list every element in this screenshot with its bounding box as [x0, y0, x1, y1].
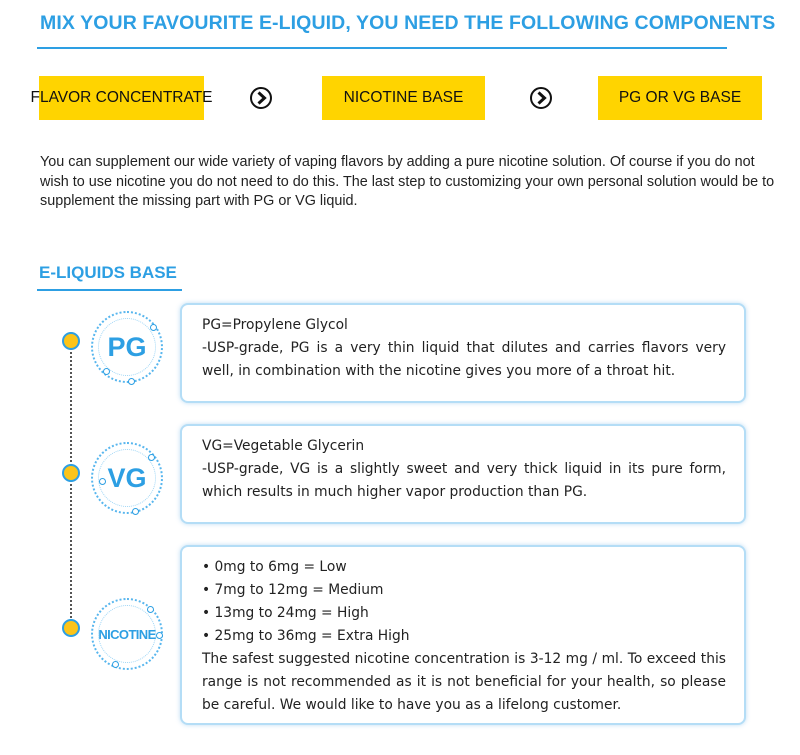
- badge-label: NICOTINE: [98, 626, 156, 642]
- card-heading: PG=Propylene Glycol: [202, 317, 348, 333]
- nicotine-info-card: [180, 545, 746, 725]
- bubble-icon: [103, 368, 110, 375]
- list-item: • 25mg to 36mg = Extra High: [202, 625, 726, 648]
- badge-label: PG: [107, 331, 147, 362]
- list-item: • 0mg to 6mg = Low: [202, 556, 726, 579]
- card-description: -USP-grade, VG is a slightly sweet and very thick liquid in its pure form, which results in much higher vapor production than PG.: [202, 461, 726, 500]
- bubble-icon: [156, 632, 163, 639]
- section-title: E-LIQUIDS BASE: [39, 263, 177, 282]
- timeline-dot: [62, 332, 80, 350]
- timeline-dot: [62, 464, 80, 482]
- badge-label: VG: [107, 462, 147, 493]
- bubble-icon: [148, 454, 155, 461]
- right-arrow-circle-icon: [250, 87, 272, 109]
- bubble-icon: [147, 606, 154, 613]
- timeline-connector: [70, 348, 72, 630]
- page-title: MIX YOUR FAVOURITE E-LIQUID, YOU NEED THE FOLLOWING COMPONENTS: [40, 12, 776, 34]
- pg-info-card: [180, 303, 746, 403]
- right-arrow-circle-icon: [530, 87, 552, 109]
- nicotine-levels-list: [202, 556, 726, 648]
- step-pg-or-vg-base: PG OR VG BASE: [598, 76, 762, 120]
- title-underline: [37, 47, 727, 49]
- section-underline: [37, 289, 182, 291]
- list-item: • 13mg to 24mg = High: [202, 602, 726, 625]
- bubble-icon: [128, 378, 135, 385]
- list-item: • 7mg to 12mg = Medium: [202, 579, 726, 602]
- card-heading: VG=Vegetable Glycerin: [202, 438, 365, 454]
- step-nicotine-base: NICOTINE BASE: [322, 76, 485, 120]
- timeline-dot: [62, 619, 80, 637]
- bubble-icon: [150, 324, 157, 331]
- step-flavor-concentrate: FLAVOR CONCENTRATE: [39, 76, 204, 120]
- intro-paragraph: You can supplement our wide variety of vaping flavors by adding a pure nicotine solution. Of course if you do not wish to use nicotine you do not need to do this. The last step to customizing your own personal solution would be to supplement the missing part with PG or VG liquid.: [40, 154, 775, 209]
- card-description: The safest suggested nicotine concentration is 3-12 mg / ml. To exceed this range is not recommended as it is not beneficial for your health, so please be careful. We would like to have you as a lifelong customer.: [202, 651, 726, 713]
- pg-badge-icon: [91, 311, 163, 383]
- bubble-icon: [112, 661, 119, 668]
- vg-info-card: [180, 424, 746, 524]
- card-description: -USP-grade, PG is a very thin liquid that dilutes and carries flavors very well, in combination with the nicotine gives you more of a throat hit.: [202, 340, 726, 379]
- bubble-icon: [132, 508, 139, 515]
- bubble-icon: [99, 478, 106, 485]
